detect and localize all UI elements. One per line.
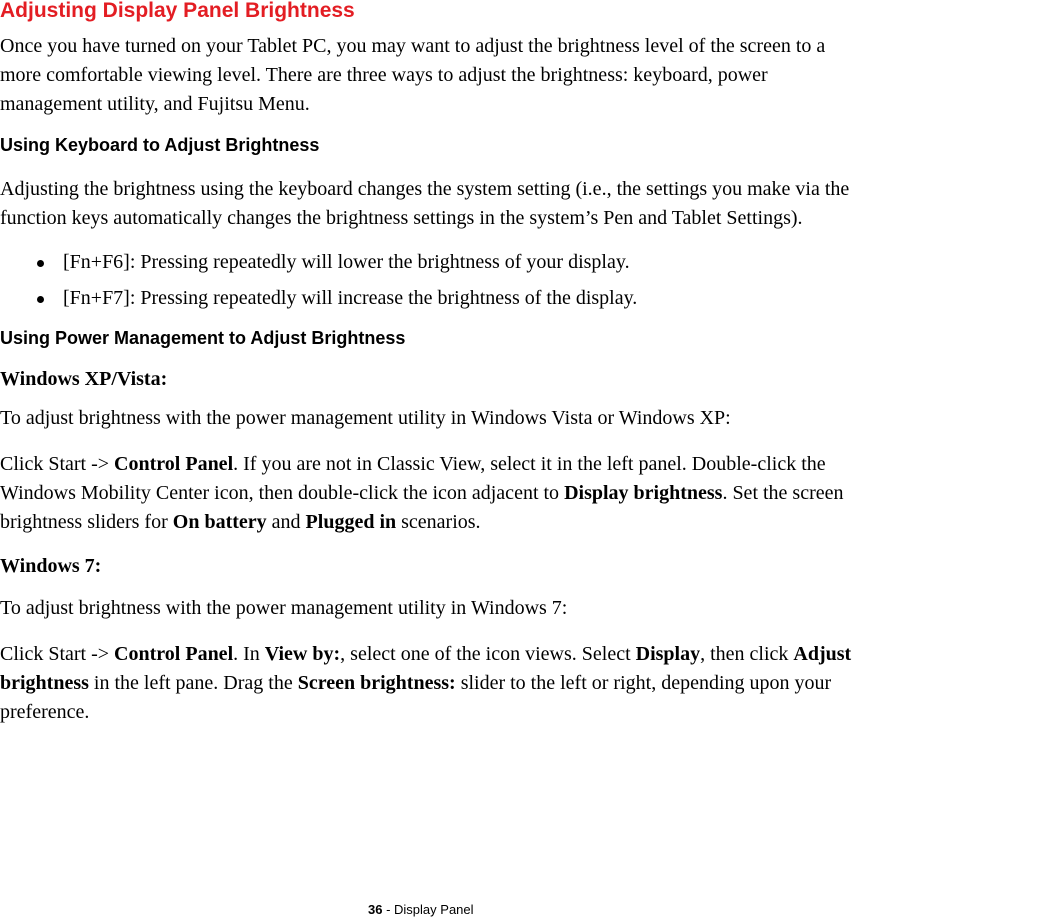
xp-instructions-line-3: brightness sliders for On battery and Plugged in scenarios.	[0, 511, 481, 533]
xp-intro-paragraph	[0, 404, 1039, 433]
intro-paragraph	[0, 32, 1039, 119]
power-section-heading: Using Power Management to Adjust Brightness	[0, 328, 406, 348]
view-by-term: View by:	[264, 643, 341, 665]
page-number: 36	[368, 902, 383, 917]
list-item-text: [Fn+F7]: Pressing repeatedly will increase the brightness of the display.	[63, 287, 638, 309]
keyboard-line-1: Adjusting the brightness using the keyboard changes the system setting (i.e., the settings you make via the	[0, 178, 850, 200]
w7-instructions-paragraph	[0, 640, 1039, 727]
w7-instructions-line-1: Click Start -> Control Panel. In View by:, select one of the icon views. Select Display, then click Adjust	[0, 643, 852, 665]
on-battery-term: On battery	[172, 511, 267, 533]
xp-instructions-line-1: Click Start -> Control Panel. If you are not in Classic View, select it in the left panel. Double-click the	[0, 453, 826, 475]
page-title: Adjusting Display Panel Brightness	[0, 0, 355, 22]
keyboard-paragraph	[0, 175, 1039, 233]
footer-separator: -	[382, 902, 395, 917]
intro-line-2: more comfortable viewing level. There are three ways to adjust the brightness: keyboard, power	[0, 64, 768, 86]
windows-xp-vista-label: Windows XP/Vista:	[0, 368, 168, 390]
display-brightness-term: Display brightness	[564, 482, 723, 504]
bullet-icon	[37, 260, 44, 267]
bullet-icon	[37, 296, 44, 303]
control-panel-term: Control Panel	[114, 453, 234, 475]
footer-section-name: Display Panel	[394, 902, 474, 917]
keyboard-line-2: function keys automatically changes the brightness settings in the system’s Pen and Tablet Settings).	[0, 207, 803, 229]
adjust-term: Adjust	[793, 643, 852, 665]
w7-intro-line: To adjust brightness with the power management utility in Windows 7:	[0, 597, 568, 619]
brightness-term: brightness	[0, 672, 89, 694]
intro-line-3: management utility, and Fujitsu Menu.	[0, 93, 310, 115]
w7-instructions-line-3: preference.	[0, 701, 90, 723]
list-item-text: [Fn+F6]: Pressing repeatedly will lower the brightness of your display.	[63, 251, 630, 273]
screen-brightness-term: Screen brightness:	[297, 672, 456, 694]
page-footer	[368, 902, 474, 918]
xp-intro-line: To adjust brightness with the power management utility in Windows Vista or Windows XP:	[0, 407, 731, 429]
control-panel-term: Control Panel	[114, 643, 234, 665]
xp-instructions-paragraph	[0, 450, 1039, 537]
keyboard-section-heading: Using Keyboard to Adjust Brightness	[0, 135, 320, 155]
intro-line-1: Once you have turned on your Tablet PC, you may want to adjust the brightness level of the screen to a	[0, 35, 826, 57]
xp-instructions-line-2: Windows Mobility Center icon, then double-click the icon adjacent to Display brightness. Set the screen	[0, 482, 844, 504]
w7-instructions-line-2: brightness in the left pane. Drag the Screen brightness: slider to the left or right, depending upon your	[0, 672, 832, 694]
plugged-in-term: Plugged in	[305, 511, 397, 533]
windows-7-label: Windows 7:	[0, 555, 102, 577]
display-term: Display	[635, 643, 701, 665]
w7-intro-paragraph	[0, 594, 1039, 623]
